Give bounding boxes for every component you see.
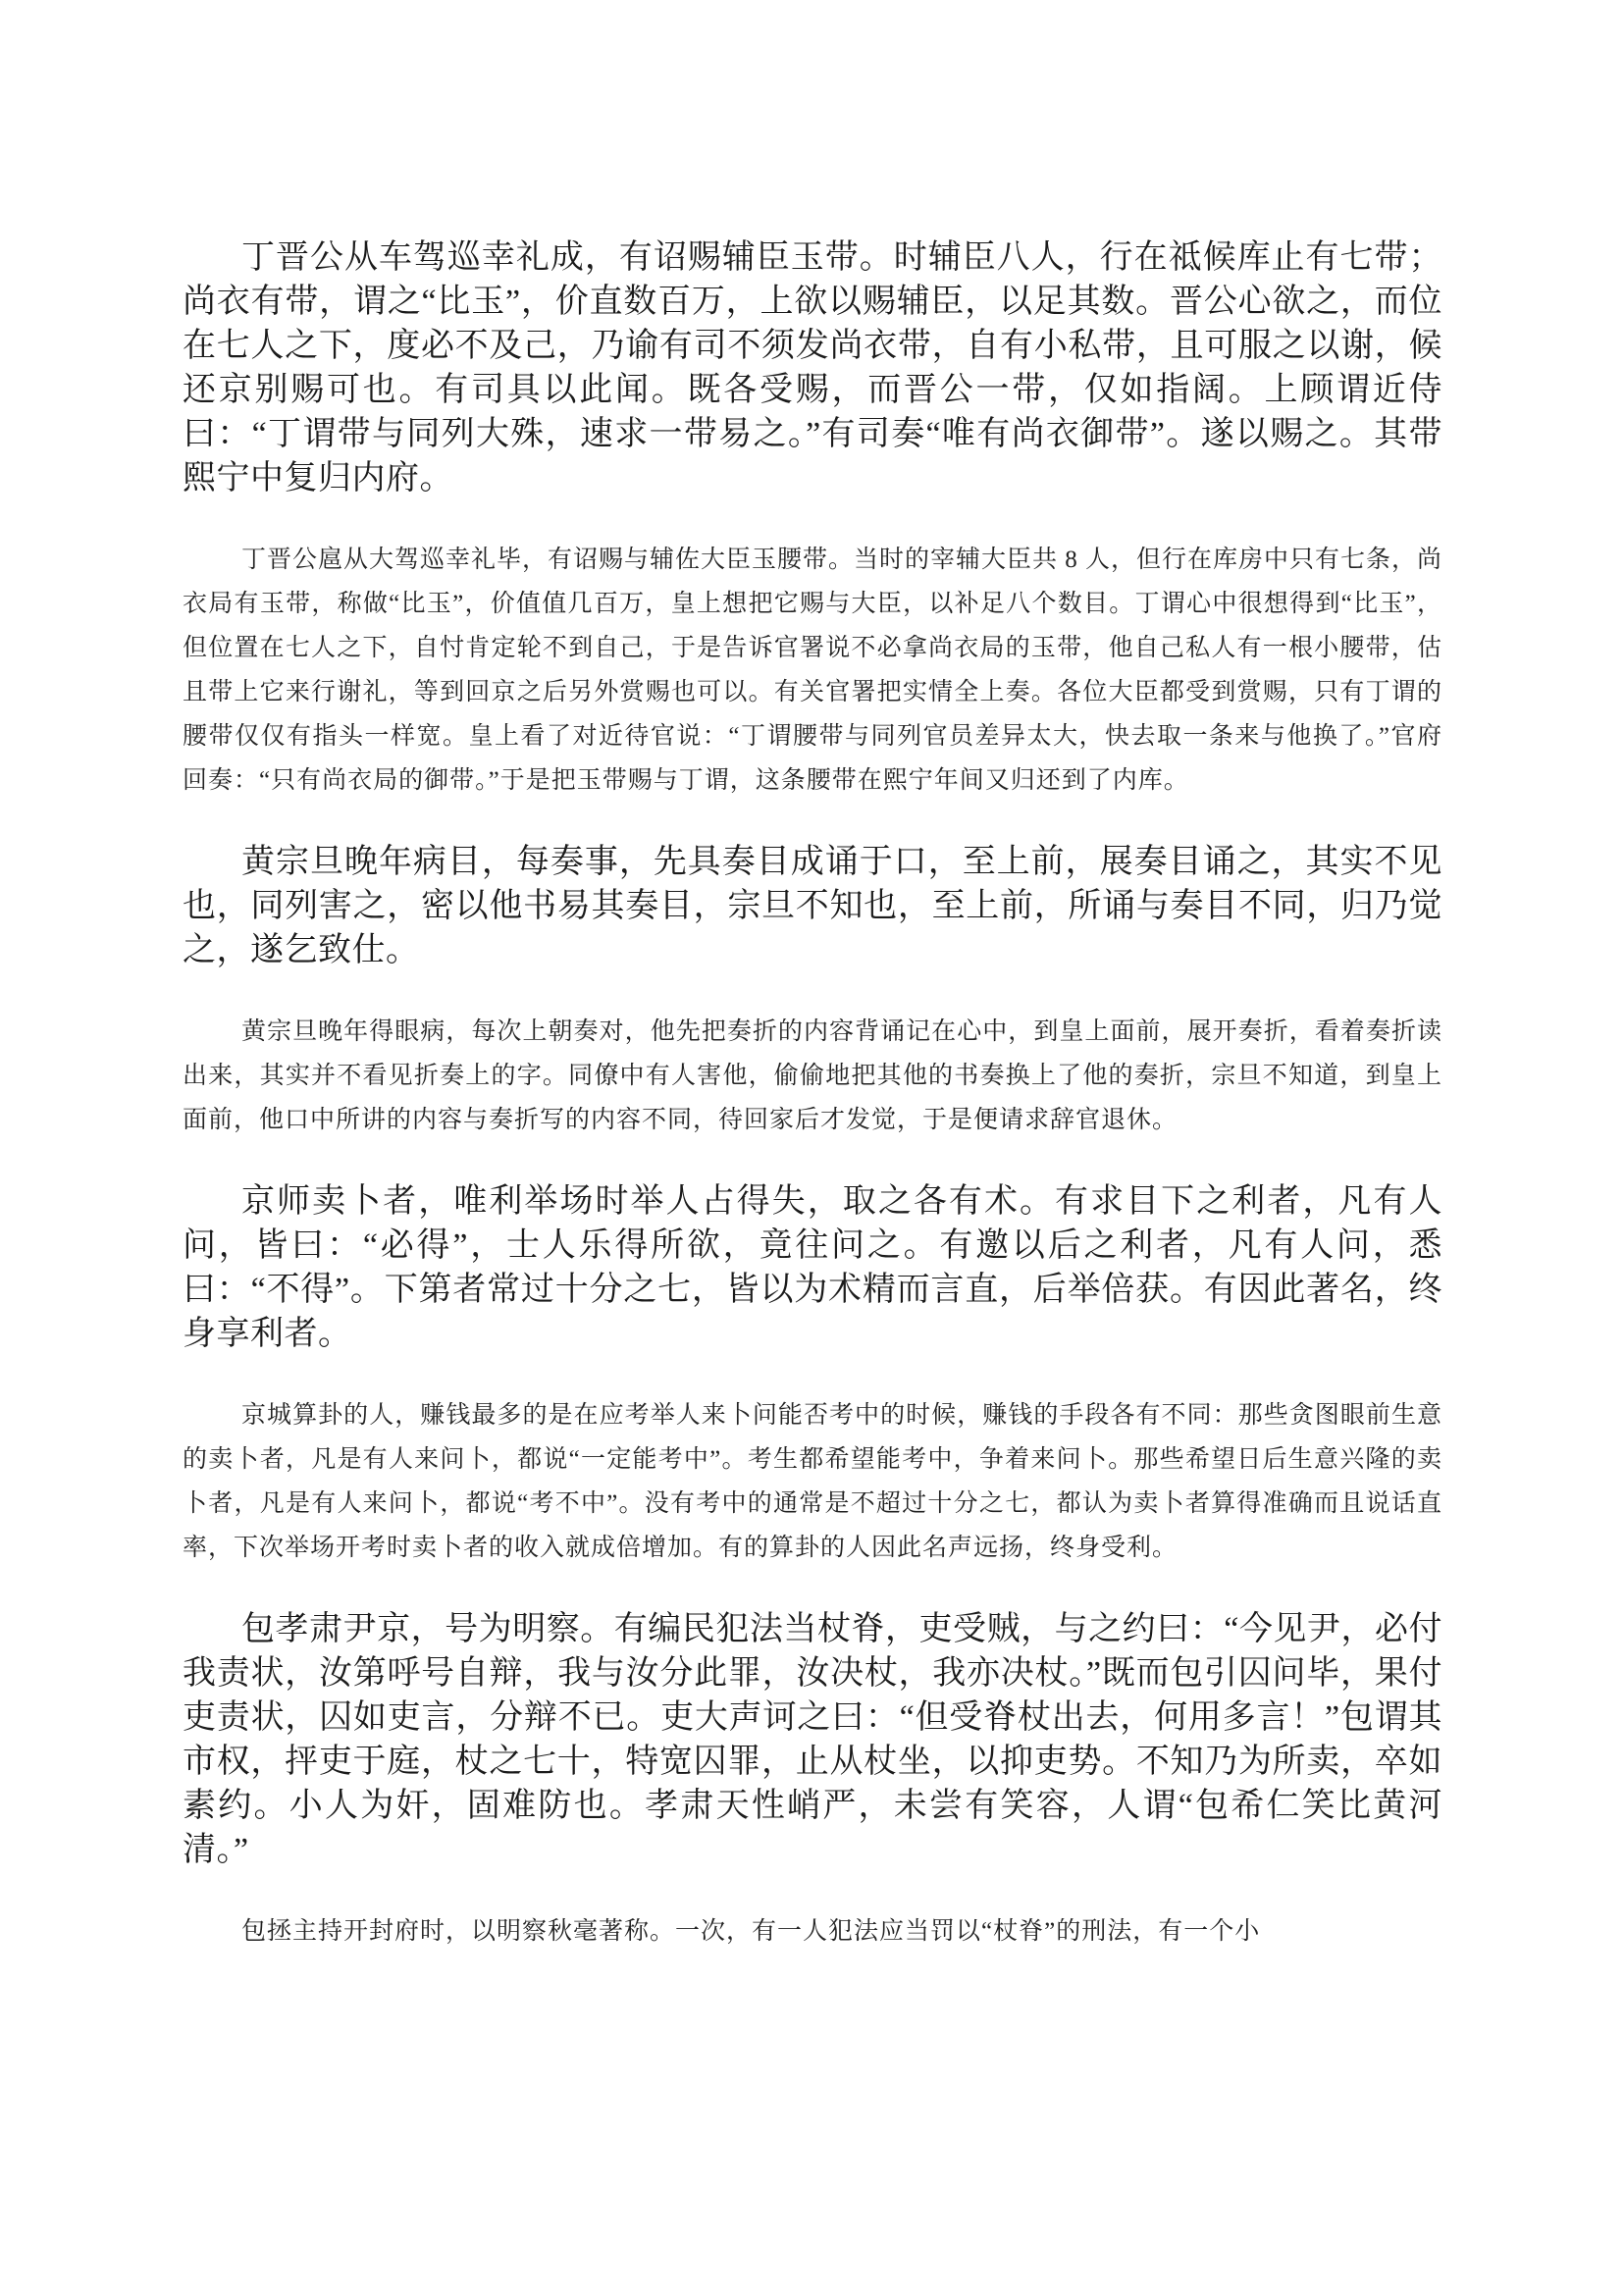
vernacular-translation-2: 黄宗旦晚年得眼病，每次上朝奏对，他先把奏折的内容背诵记在心中，到皇上面前，展开奏折，看着奏折读出来，其实并不看见折奏上的字。同僚中有人害他，偷偷地把其他的书奏换上了他的奏折，宗旦不知道，到皇上面前，他口中所讲的内容与奏折写的内容不同，待回家后才发觉，于是便请求辞官退休。: [183, 1018, 1442, 1133]
vernacular-translation-1: 丁晋公扈从大驾巡幸礼毕，有诏赐与辅佐大臣玉腰带。当时的宰辅大臣共 8 人，但行在库房中只有七条，尚衣局有玉带，称做“比玉”，价值值几百万，皇上想把它赐与大臣，以补足八个数目。丁谓心中很想得到“比玉”，但位置在七人之下，自忖肯定轮不到自己，于是告诉官署说不必拿尚衣局的玉带，他自己私人有一根小腰带，估且带上它来行谢礼，等到回京之后另外赏赐也可以。有关官署把实情全上奏。各位大臣都受到赏赐，只有丁谓的腰带仅仅有指头一样宽。皇上看了对近待官说：“丁谓腰带与同列官员差异太大，快去取一条来与他换了。”官府回奏：“只有尚衣局的御带。”于是把玉带赐与丁谓，这条腰带在熙宁年间又归还到了内库。: [183, 547, 1443, 794]
classical-passage-3: 京师卖卜者，唯利举场时举人占得失，取之各有术。有求目下之利者，凡有人问，皆曰：“必得”，士人乐得所欲，竟往问之。有邀以后之利者，凡有人问，悉曰：“不得”。下第者常过十分之七，皆以为术精而言直，后举倍获。有因此著名，终身享利者。: [183, 1183, 1442, 1352]
vernacular-translation-3: 京城算卦的人，赚钱最多的是在应考举人来卜问能否考中的时候，赚钱的手段各有不同：那些贪图眼前生意的卖卜者，凡是有人来问卜，都说“一定能考中”。考生都希望能考中，争着来问卜。那些希望日后生意兴隆的卖卜者，凡是有人来问卜，都说“考不中”。没有考中的通常是不超过十分之七，都认为卖卜者算得准确而且说话直率，下次举场开考时卖卜者的收入就成倍增加。有的算卦的人因此名声远扬，终身受利。: [183, 1402, 1442, 1561]
classical-passage-1: 丁晋公从车驾巡幸礼成，有诏赐辅臣玉带。时辅臣八人，行在祗候库止有七带；尚衣有带，谓之“比玉”，价直数百万，上欲以赐辅臣，以足其数。晋公心欲之，而位在七人之下，度必不及己，乃谕有司不须发尚衣带，自有小私带，且可服之以谢，候还京别赐可也。有司具以此闻。既各受赐，而晋公一带，仅如指阔。上顾谓近侍曰：“丁谓带与同列大殊，速求一带易之。”有司奏“唯有尚衣御带”。遂以赐之。其带熙宁中复归内府。: [183, 239, 1442, 496]
classical-passage-2: 黄宗旦晚年病目，每奏事，先具奏目成诵于口，至上前，展奏目诵之，其实不见也，同列害之，密以他书易其奏目，宗旦不知也，至上前，所诵与奏目不同，归乃觉之，遂乞致仕。: [183, 844, 1442, 968]
classical-passage-4: 包孝肃尹京，号为明察。有编民犯法当杖脊，吏受贼，与之约曰：“今见尹，必付我责状，汝第呼号自辩，我与汝分此罪，汝决杖，我亦决杖。”既而包引囚问毕，果付吏责状，囚如吏言，分辩不已。吏大声诃之曰：“但受脊杖出去，何用多言！”包谓其市权，抨吏于庭，杖之七十，特宽囚罪，止从杖坐，以抑吏势。不知乃为所卖，卒如素约。小人为奸，固难防也。孝肃天性峭严，未尝有笑容，人谓“包希仁笑比黄河清。”: [183, 1611, 1442, 1868]
vernacular-translation-4-partial: 包拯主持开封府时，以明察秋毫著称。一次，有一人犯法应当罚以“杖脊”的刑法，有一个小: [241, 1918, 1261, 1945]
page-text-column: [183, 235, 1442, 1991]
